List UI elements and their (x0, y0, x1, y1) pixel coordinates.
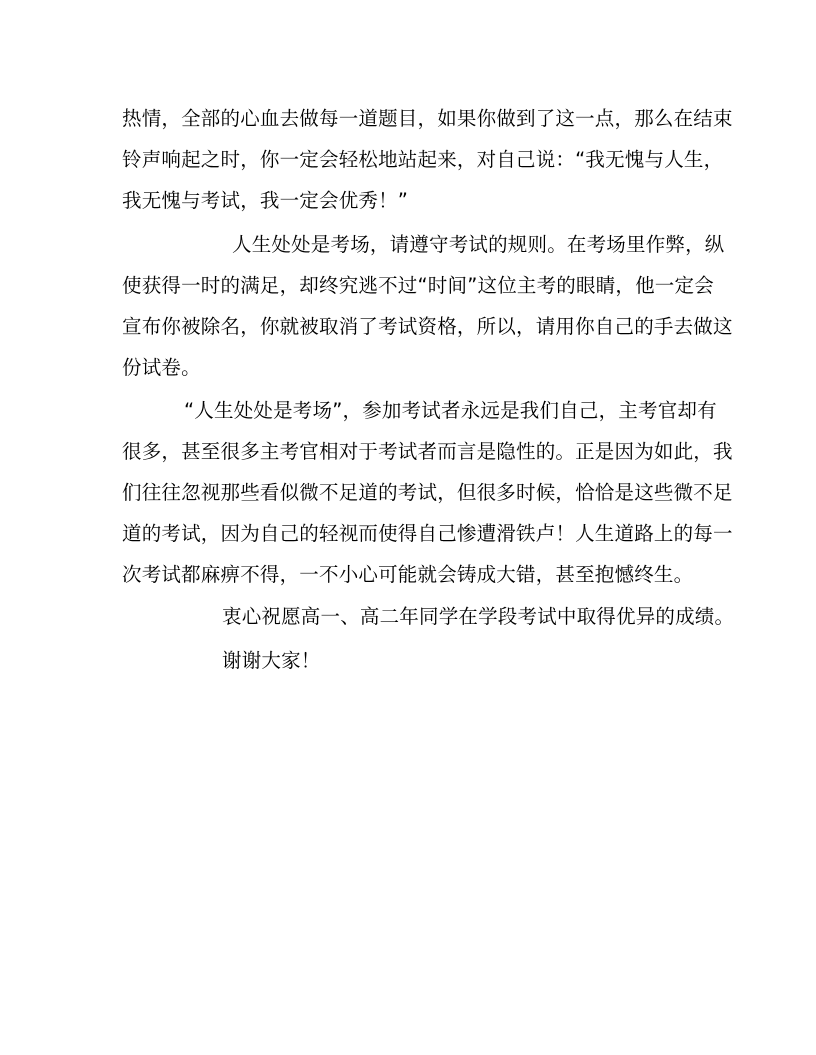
text-line: 宣布你被除名，你就被取消了考试资格，所以，请用你自己的手去做这 (122, 315, 733, 338)
text-line: 铃声响起之时，你一定会轻松地站起来，对自己说：“我无愧与人生， (122, 148, 724, 171)
text-line: 使获得一时的满足，却终究逃不过“时间”这位主考的眼睛，他一定会 (122, 274, 714, 297)
text-line: 衷心祝愿高一、高二年同学在学段考试中取得优异的成绩。 (222, 605, 735, 628)
text-line: “人生处处是考场”，参加考试者永远是我们自己，主考官却有 (184, 399, 717, 422)
text-line: 谢谢大家！ (222, 649, 321, 672)
text-line: 很多，甚至很多主考官相对于考试者而言是隐性的。正是因为如此，我 (122, 440, 733, 463)
text-line: 人生处处是考场，请遵守考试的规则。在考场里作弊，纵 (232, 233, 725, 256)
text-line: 热情，全部的心血去做每一道题目，如果你做到了这一点，那么在结束 (122, 107, 733, 130)
text-line: 我无愧与考试，我一定会优秀！” (122, 189, 409, 212)
text-line: 们往往忽视那些看似微不足道的考试，但很多时候，恰恰是这些微不足 (122, 481, 733, 504)
text-line: 份试卷。 (122, 356, 201, 379)
text-line: 道的考试，因为自己的轻视而使得自己惨遭滑铁卢！人生道路上的每一 (122, 522, 733, 545)
text-line: 次考试都麻痹不得，一不小心可能就会铸成大错，甚至抱憾终生。 (122, 563, 694, 586)
